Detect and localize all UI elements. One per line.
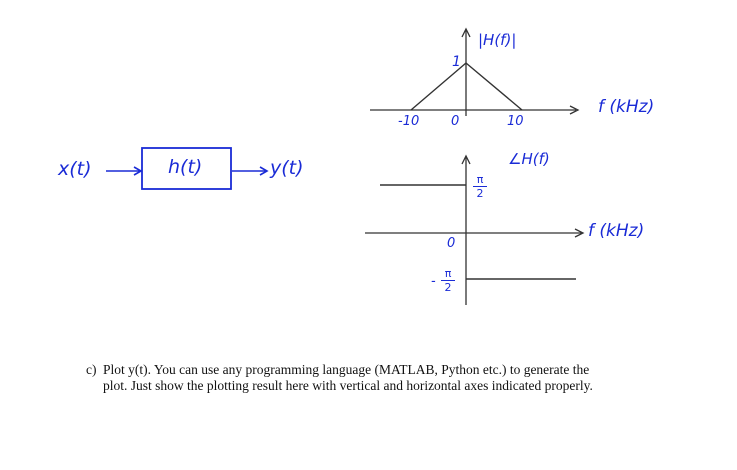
magnitude-y-label: |H(f)|: [478, 31, 517, 49]
system-block-label: h(t): [168, 156, 203, 178]
magnitude-tick-0: 0: [451, 114, 460, 129]
phase-neg-two: 2: [444, 281, 452, 294]
question-label: c): [86, 362, 97, 377]
phase-origin-label: 0: [447, 236, 456, 251]
phase-pos-two: 2: [476, 187, 484, 200]
magnitude-tick-neg10: -10: [398, 114, 420, 129]
phase-neg-sign: -: [431, 274, 436, 289]
question-line-2: plot. Just show the plotting result here with vertical and horizontal axes indicated properly.: [103, 378, 593, 393]
phase-y-label: ∠H(f): [508, 150, 550, 168]
output-signal-label: y(t): [270, 157, 304, 179]
input-signal-label: x(t): [58, 158, 92, 180]
phase-pos-level-label: [473, 174, 487, 199]
phase-pos-pi: π: [476, 173, 484, 186]
magnitude-peak-label: 1: [452, 54, 461, 70]
phase-x-label: f (kHz): [588, 221, 645, 241]
magnitude-x-label: f (kHz): [598, 97, 655, 117]
phase-neg-pi: π: [444, 267, 452, 280]
question-line-1: Plot y(t). You can use any programming language (MATLAB, Python etc.) to generate the: [103, 362, 590, 377]
phase-neg-level-label: [441, 268, 455, 293]
magnitude-tick-10: 10: [507, 114, 524, 129]
